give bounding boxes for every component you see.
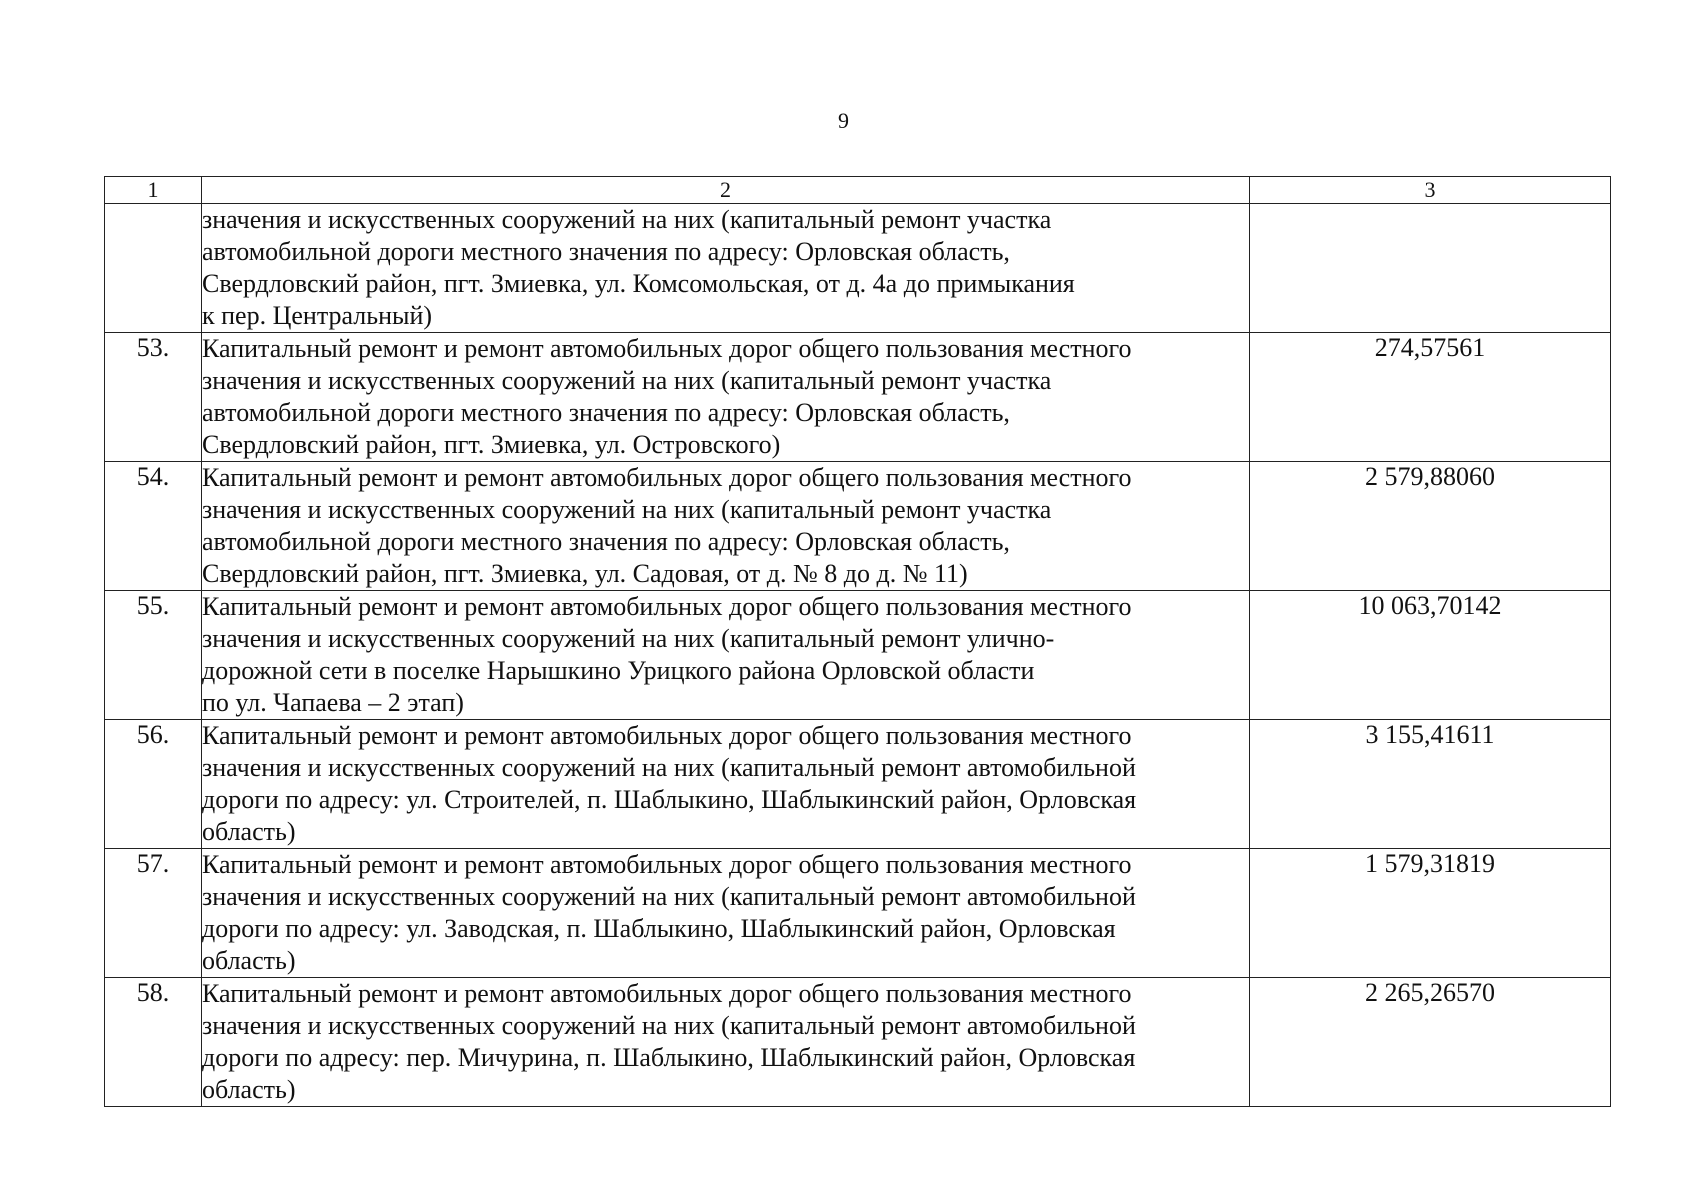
- description-line: дороги по адресу: ул. Строителей, п. Шаблыкино, Шаблыкинский район, Орловская: [202, 785, 1137, 814]
- table-header-row: [105, 177, 1611, 204]
- row-amount: [1250, 204, 1611, 333]
- column-header-number: 1: [105, 177, 202, 204]
- row-number: 56.: [105, 720, 202, 849]
- row-description: [202, 333, 1250, 462]
- row-amount: 1 579,31819: [1250, 849, 1611, 978]
- description-line: автомобильной дороги местного значения по адресу: Орловская область,: [202, 398, 1010, 427]
- description-line: значения и искусственных сооружений на них (капитальный ремонт участка: [202, 366, 1052, 395]
- description-line: Капитальный ремонт и ремонт автомобильных дорог общего пользования местного: [202, 463, 1132, 492]
- table-row: [105, 204, 1611, 333]
- description-line: значения и искусственных сооружений на них (капитальный ремонт автомобильной: [202, 1011, 1136, 1040]
- description-line: область): [202, 817, 296, 846]
- description-line: область): [202, 946, 296, 975]
- table-row: [105, 591, 1611, 720]
- row-number: 58.: [105, 978, 202, 1107]
- description-line: автомобильной дороги местного значения по адресу: Орловская область,: [202, 527, 1010, 556]
- row-amount: 3 155,41611: [1250, 720, 1611, 849]
- page-number: 9: [838, 108, 849, 133]
- description-line: Свердловский район, пгт. Змиевка, ул. Комсомольская, от д. 4а до примыкания: [202, 269, 1075, 298]
- description-line: к пер. Центральный): [202, 301, 433, 330]
- row-amount: 2 579,88060: [1250, 462, 1611, 591]
- row-description: [202, 462, 1250, 591]
- table-row: [105, 849, 1611, 978]
- description-line: Капитальный ремонт и ремонт автомобильных дорог общего пользования местного: [202, 334, 1132, 363]
- description-line: дороги по адресу: пер. Мичурина, п. Шаблыкино, Шаблыкинский район, Орловская: [202, 1043, 1136, 1072]
- column-header-amount: 3: [1250, 177, 1611, 204]
- description-line: значения и искусственных сооружений на них (капитальный ремонт участка: [202, 205, 1052, 234]
- row-number: 54.: [105, 462, 202, 591]
- description-line: Капитальный ремонт и ремонт автомобильных дорог общего пользования местного: [202, 721, 1132, 750]
- description-line: значения и искусственных сооружений на них (капитальный ремонт автомобильной: [202, 753, 1136, 782]
- table-row: [105, 462, 1611, 591]
- row-number: 53.: [105, 333, 202, 462]
- description-line: автомобильной дороги местного значения по адресу: Орловская область,: [202, 237, 1010, 266]
- column-header-description: 2: [202, 177, 1250, 204]
- description-line: значения и искусственных сооружений на них (капитальный ремонт участка: [202, 495, 1052, 524]
- row-description: [202, 720, 1250, 849]
- description-line: Свердловский район, пгт. Змиевка, ул. Садовая, от д. № 8 до д. № 11): [202, 559, 968, 588]
- row-description: [202, 849, 1250, 978]
- description-line: значения и искусственных сооружений на них (капитальный ремонт улично-: [202, 624, 1055, 653]
- row-number: 55.: [105, 591, 202, 720]
- row-amount: 274,57561: [1250, 333, 1611, 462]
- row-amount: 2 265,26570: [1250, 978, 1611, 1107]
- row-amount: 10 063,70142: [1250, 591, 1611, 720]
- row-number: 57.: [105, 849, 202, 978]
- funding-table: [104, 176, 1611, 1107]
- row-description: [202, 204, 1250, 333]
- description-line: Капитальный ремонт и ремонт автомобильных дорог общего пользования местного: [202, 592, 1132, 621]
- description-line: область): [202, 1075, 296, 1104]
- description-line: дорожной сети в поселке Нарышкино Урицкого района Орловской области: [202, 656, 1035, 685]
- row-number: [105, 204, 202, 333]
- description-line: Капитальный ремонт и ремонт автомобильных дорог общего пользования местного: [202, 979, 1132, 1008]
- description-line: дороги по адресу: ул. Заводская, п. Шаблыкино, Шаблыкинский район, Орловская: [202, 914, 1116, 943]
- description-line: значения и искусственных сооружений на них (капитальный ремонт автомобильной: [202, 882, 1136, 911]
- table-row: [105, 978, 1611, 1107]
- description-line: Свердловский район, пгт. Змиевка, ул. Островского): [202, 430, 781, 459]
- row-description: [202, 591, 1250, 720]
- description-line: по ул. Чапаева – 2 этап): [202, 688, 464, 717]
- description-line: Капитальный ремонт и ремонт автомобильных дорог общего пользования местного: [202, 850, 1132, 879]
- row-description: [202, 978, 1250, 1107]
- table-row: [105, 720, 1611, 849]
- table-row: [105, 333, 1611, 462]
